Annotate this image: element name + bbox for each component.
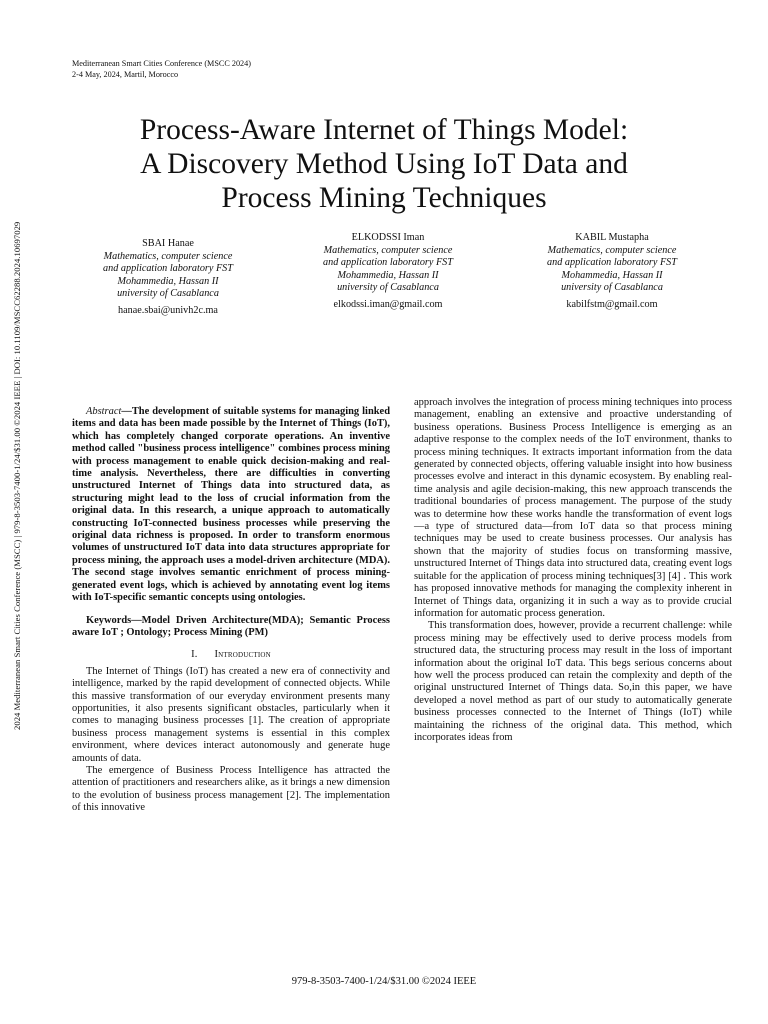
abstract [72,406,390,605]
author-block-2 [300,232,476,311]
author-name: KABIL Mustapha [575,232,649,243]
abstract-label: Abstract [86,406,122,417]
author-block-3 [524,232,700,311]
section-title: Introduction [214,649,271,661]
author-block-1 [80,238,256,317]
author-affiliation-line: university of Casablanca [117,288,219,299]
author-affiliation-line: and application laboratory FST [103,263,233,274]
author-email: hanae.sbai@univh2c.ma [118,304,218,316]
paragraph: This transformation does, however, provide a recurrent challenge: while process mining may be effectively used to derive process models from structured data, the structuring process may result in the loss of important information about the original IoT data. This begs serious concerns about how well the process produced can retain the complexity and depth of the original unstructured Internet of Things data. So,in this paper, we have developed a novel method as part of our study to automatically generate business processes connected to the Internet of Things (IoT) while maintaining the richness of the original data. This method, which incorporates ideas from [414,620,732,743]
author-affiliation-line: university of Casablanca [561,282,663,293]
title-line-1: Process-Aware Internet of Things Model: [139,114,629,146]
author-affiliation-line: and application laboratory FST [323,257,453,268]
author-affiliation-line: Mathematics, computer science [103,250,233,262]
author-name: SBAI Hanae [142,238,194,249]
author-affiliation-line: Mohammedia, Hassan II [337,269,439,281]
right-column [414,397,732,744]
author-affiliation-line: Mohammedia, Hassan II [117,275,219,287]
author-affiliation-line: Mathematics, computer science [323,244,453,256]
paragraph: The emergence of Business Process Intelligence has attracted the attention of practitioners and researchers alike, as it brings a new dimension to the evolution of business process management [2]. The implementation of this innovative [72,764,390,814]
abstract-dash: — [121,406,132,417]
author-affiliation-line: university of Casablanca [337,282,439,293]
conference-header [72,58,251,80]
author-affiliation-line: Mathematics, computer science [547,244,677,256]
author-affiliation-line: Mohammedia, Hassan II [561,269,663,281]
copyright-footer: 979-8-3503-7400-1/24/$31.00 ©2024 IEEE [291,976,477,987]
paragraph: approach involves the integration of process mining techniques into process management, enabling an extensive and proactive understanding of business operations. Business Process Intelligence is emerging as an adaptive response to the complex needs of the IoT environment, thanks to process mining techniques. It extracts important information from the data generated by connected objects, offering valuable insight into how business processes evolve and interact in this dynamic ecosystem. By enabling real-time analysis and agile decision-making, this new approach transcends the traditional boundaries of process management. The purpose of the study was to determine how these works handle the transformation of event logs—a type of structured data—from IoT data so that process mining techniques may be used to create business processes. Our analysis has shown that the majority of studies focus on transforming massive, unstructured Internet of Things data into structured data, creating event logs suitable for the application of process mining techniques[3] [4] . This work has proposed innovative methods for managing the complexity inherent in Internet of Things data, organizing it in such a way as to provide crucial information for automatic process generation. [414,397,732,619]
doi-sidebar-text: 2024 Mediterranean Smart Cities Conference (MSCC) | 979-8-3503-7400-1/24/$31.00 ©2024 IEEE | DOI: 10.1109/MSCC62288.2024.10697029 [12,221,22,730]
section-numeral: I. [191,649,198,661]
conference-dates: 2-4 May, 2024, Martil, Morocco [72,70,179,79]
section-heading-introduction [72,649,390,661]
title-line-2: A Discovery Method Using IoT Data and [140,148,628,180]
title-line-3: Process Mining Techniques [221,182,547,214]
left-column [72,406,390,815]
author-email: elkodssi.iman@gmail.com [333,298,443,310]
author-name: ELKODSSI Iman [351,232,425,243]
keywords: Keywords—Model Driven Architecture(MDA); Semantic Process aware IoT ; Ontology; Process Mining (PM) [72,614,390,638]
doi-sidebar [12,221,26,730]
paragraph: The Internet of Things (IoT) has created a new era of connectivity and intelligence, marked by the rapid development of connected objects. While this massive transformation of our everyday environment presents many opportunities, it also presents significant obstacles, particularly when it comes to managing business processes [1]. The creation of appropriate business process management systems is essential in this complex environment, where devices interact autonomously and generate huge amounts of data. [72,665,390,764]
abstract-text: The development of suitable systems for managing linked items and data has been made possible by the Internet of Things (IoT), which has completely changed corporate operations. An inventive method called "business process intelligence" combines process mining with process management to enable quick decision-making and real-time analysis. Nevertheless, there are difficulties in converting unstructured Internet of Things data into structured data, as structuring might lead to the loss of crucial information from the original data. In this research, a unique approach to automatically constructing IoT-connected business processes while preserving the original data richness is proposed. In order to transform enormous volumes of unstructured IoT data into data structures appropriate for process mining, the approach uses a model-driven architecture (MDA). The second stage involves semantic enrichment of process mining-generated event logs, which is achieved by annotating event log items with IoT-specific semantic concepts using ontologies. [72,406,390,604]
paper-title [60,113,708,215]
conference-name: Mediterranean Smart Cities Conference (MSCC 2024) [72,59,251,68]
author-affiliation-line: and application laboratory FST [547,257,677,268]
author-email: kabilfstm@gmail.com [566,298,658,310]
